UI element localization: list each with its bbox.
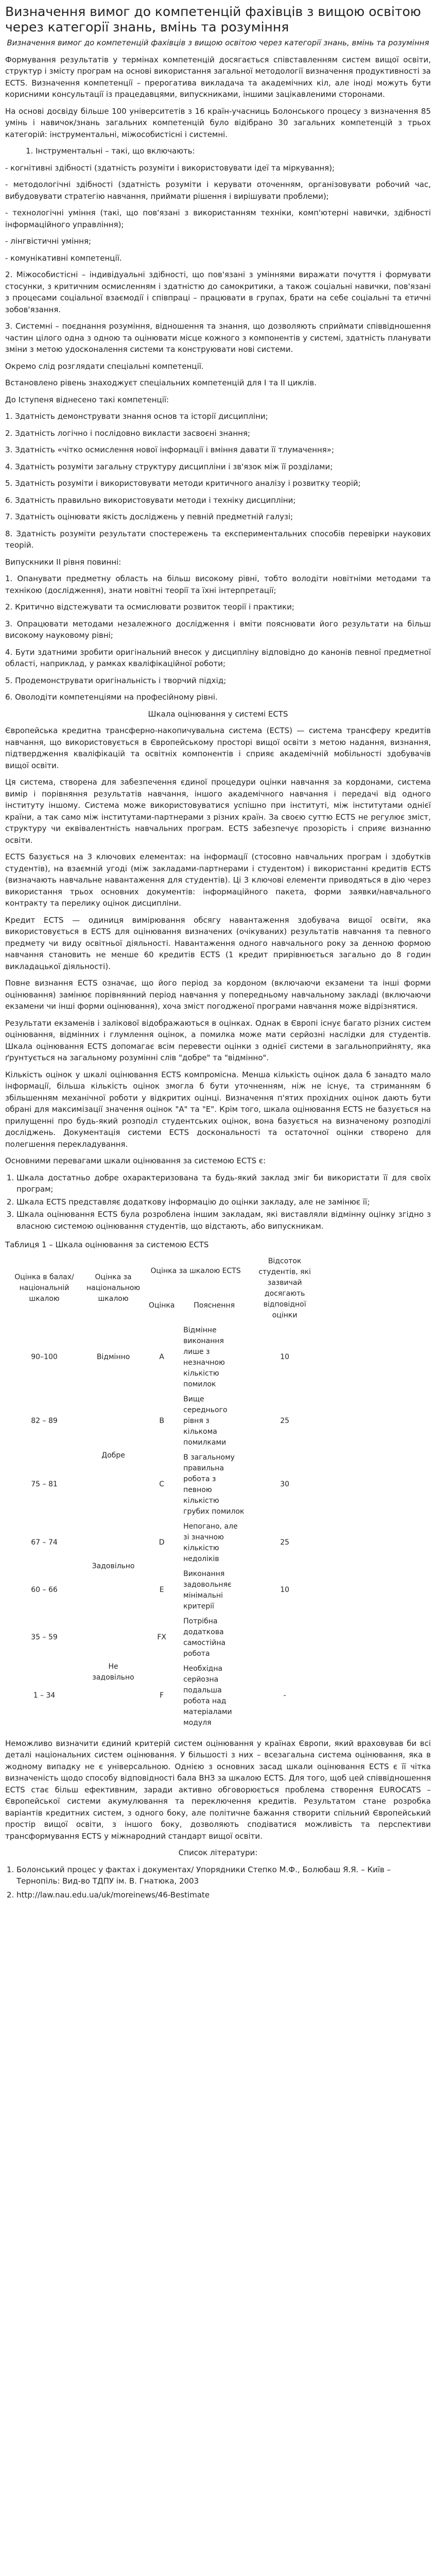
header-national-scale: Оцінка за національною шкалою [86,1273,141,1303]
header-ects-explanation: Пояснення [194,1301,235,1310]
cell-points: 60 – 66 [31,1586,58,1594]
header-ects-group: Оцінка за шкалою ECTS [150,1266,241,1275]
scale-paragraph-7: Кількість оцінок у шкалі оцінювання ECTS компромісна. Менша кількість оцінок дала б занадто мало інформації, більша кількість оцінок змогла б бути уточненням, ніж не існує, та стриманням б збільшенням механічної роботи у відкритих оцінці. Визначення п'ятих прохідних оцінок дають бути обрані для максимізації значення оцінок "А" та "Е". Крім того, шкала оцінювання ECTS не базується на прилущенні про будь-який розподіл студентських оцінок, вона базується на визначеному розподілі досліджень. Документація системи ECTS доскональності та остаточної оцінки створено для полегшення перекладування. [5,1070,431,1149]
mid-paragraph-3: Окремо слід розглядати спеціальні компетенції. [5,361,204,371]
level1-item-6: 6. Здатність правильно використовувати методи і техніку дисципліни; [5,495,296,505]
cell-points: 35 – 59 [31,1633,58,1641]
cell-grade: E [159,1586,164,1594]
cell-percent: 10 [280,1586,290,1594]
level2-item-4: 4. Бути здатними зробити оригінальний внесок у дисципліну відповідно до канонів певної предметної області, наприклад, у рамках кваліфікаційної роботи; [5,647,431,668]
cell-grade: B [159,1416,164,1425]
level1-item-1: 1. Здатність демонструвати знання основ та історії дисципліни; [5,412,268,421]
level2-item-3: 3. Опрацювати методами незалежного дослідження і вміти пояснювати його результати на більш високому науковому рівні; [5,619,431,640]
mid-paragraph-1: 2. Міжособистісні – індивідуальні здібності, що пов'язані з уміннями виражати почуття і формувати стосунки, з критичним осмисленням і здатністю до самокритики, а також соціальні навички, пов'язані з процесами соціальної взаємодії і співпраці – працювати в групах, брати на себе соціальні та етичні зобов'язання. [5,270,431,314]
bullet-5: - комунікативні компетенції. [5,253,122,263]
level2-item-6: 6. Оволодіти компетенціями на професійному рівні. [5,692,218,702]
cell-explanation: Потрібна додаткова самостійна робота [183,1617,226,1658]
table-row [5,1323,321,1392]
table-header-row [5,1254,321,1289]
cell-percent: 25 [280,1416,290,1425]
cell-explanation: Відмінне виконання лише з незначною кількістю помилок [183,1326,225,1388]
cell-national: Добре [101,1451,125,1460]
table-row [5,1519,321,1567]
cell-explanation: В загальному правильна робота з певною кількістю грубих помилок [183,1453,245,1516]
header-national-points: Оцінка в балах/національній шкалою [14,1273,74,1303]
mid-paragraph-2: 3. Системні – поєднання розуміння, відношення та знання, що дозволяють сприймати співвідношення частин цілого одна з одною та оцінювати місце кожного з компонентів у системі, здатність планувати зміни з метою удосконалення системи та конструювати нові системи. [5,321,431,354]
cell-explanation: Непогано, але зі значною кількістю недоліків [183,1522,238,1563]
cell-points: 67 – 74 [31,1538,58,1547]
cell-points: 90–100 [31,1353,58,1361]
level1-item-7: 7. Здатність оцінювати якість досліджень у певній предметній галузі; [5,512,293,521]
cell-percent: - [283,1691,286,1700]
table-row [5,1662,321,1731]
cell-points: 1 – 34 [33,1691,56,1700]
cell-explanation: Виконання задовольняє мінімальні критерії [183,1569,232,1611]
level1-item-3: 3. Здатність «чітко осмислення нової інформації і вміння давати її тлумачення»; [5,445,335,454]
cell-grade: FX [157,1633,166,1641]
bullet-1: - когнітивні здібності (здатність розуміти і використовувати ідеї та міркування); [5,163,335,173]
cell-percent: 10 [280,1353,290,1361]
cell-points: 82 – 89 [31,1416,58,1425]
table-row [5,1450,321,1519]
reference-link[interactable]: 2. http://law.nau.edu.ua/uk/moreinews/46-Bestimate [16,1889,431,1901]
cell-national: Відмінно [96,1353,130,1361]
scale-paragraph-8: Основними перевагами шкали оцінювання за системою ECTS є: [5,1156,266,1165]
level1-item-4: 4. Здатність розуміти загальну структуру дисципліни і зв'язок між її розділами; [5,462,333,471]
references-list [16,1864,431,1901]
table-row [5,1567,321,1614]
cell-grade: F [160,1691,164,1700]
competence-category-1-heading: 1. Інструментальні – такі, що включають: [26,146,195,156]
page-title: Визначення вимог до компетенцій фахівців з вищою освітою через категорії знань, вмінь та розуміння [5,4,421,35]
intro-paragraph-2: На основі досвіду більше 100 університетів з 16 країн-учасниць Болонського процесу з визначення 85 умінь і навичок/знань загальних компетенцій було відібрано 30 загальних компетенцій з трьох категорій: інструментальні, міжособистісні і системні. [5,106,431,139]
level1-item-2: 2. Здатність логічно і послідовно викласти засвоєні знання; [5,428,251,438]
bullet-4: - лінгвістичні уміння; [5,236,92,246]
mid-paragraph-5: До Іступеня віднесено такі компетенції: [5,395,169,404]
closing-paragraph: Неможливо визначити єдиний критерій систем оцінювання у країнах Європи, який враховував би всі деталі національних систем оцінювання. У більшості з них – всезагальна система оцінювання, яка в жодному випадку не є універсальною. Однією з основних засад шкали оцінювання ECTS є її чітка визначеність щодо способу відповідності бала ВНЗ за шкалою ECTS. Для того, щоб цей співвідношення ECTS стає більш ефективним, заради активно обговорюється проблема створення EUROCATS – Європейської системи акумулювання та переключення кредитів. Результатом стане розробка варіантів кредитних систем, з одного боку, але політичне бажання створити спільний Європейський простір вищої освіти, з іншого боку, дозволяють сподіватися можливість та перспективи трансформування ECTS у міжнародний стандарт вищої освіти. [5,1738,431,1841]
header-ects-grade: Оцінка [148,1301,175,1310]
scale-paragraph-1: Європейська кредитна трансферно-накопичувальна система (ECTS) — система трансферу кредитів навчання, що використовується в Європейському просторі вищої освіти з метою надання, визнання, підтвердження кваліфікацій та освітніх компонентів і сприяє академічній мобільності здобувачів вищої освіти. [5,726,431,770]
level2-item-1: 1. Опанувати предметну область на більш високому рівні, тобто володіти новітніми методами та технікою (дослідження), знати новітні теорії та їхні інтерпретації; [5,574,431,595]
scale-paragraph-4: Кредит ECTS — одиниця вимірювання обсягу навантаження здобувача вищої освіти, яка використовується в ECTS для оцінювання визначених (очікуваних) результатів навчання та певного предмету чи виду освітньої діяльності. Навантаження одного навчального року за денною формою навчання становить не менше 60 кредитів ECTS (1 кредит прирівнюється загально до 8 годин викладацької діяльності). [5,915,431,971]
scale-paragraph-3: ECTS базується на 3 ключових елементах: на інформації (стосовно навчальних програм і здобутків студентів), на взаємній угоді (між закладами-партнерами і студентом) і використанні кредитів ECTS (визначають навчальне навантаження для студентів). Ці 3 ключові елементи приводяться в дію через використання трьох основних документів: інформаційного пакета, форми заявки/навчального контракту та перелику оцінок дисципліни. [5,852,431,908]
mid-paragraph-4: Встановлено рівень знаходжуєт спеціальних компетенцій для І та ІІ циклів. [5,378,317,387]
advantage-item-3: 3. Шкала оцінювання ECTS була розроблена іншим закладам, які виставляли відмінну оцінку згідно з власною системою оцінювання студентів, що відстають, або випускникам. [16,1209,431,1232]
advantage-item-2: 2. Шкала ECTS представляє додаткову інформацію до оцінки закладу, але не замінює її; [16,1196,431,1208]
cell-grade: A [159,1353,164,1361]
cell-grade: C [159,1480,165,1488]
cell-percent [248,1614,321,1662]
level2-heading: Випускники ІІ рівня повинні: [5,557,121,567]
cell-national: Задовільно [92,1562,135,1570]
table-caption: Таблиця 1 – Шкала оцінювання за системою ECTS [5,1240,209,1249]
intro-paragraph-1: Формування результатів у термінах компетенцій досягається співставленням систем вищої освіти, структур і змісту програм на основі використання загальної методології визначення продуктивності за ECTS. Визначення компетенції – прерогатива викладача та академічних кіл, але іноді можуть бути корисними консультації із працедавцями, випускниками, іншими зацікавленими сторонами. [5,55,431,99]
cell-explanation: Необхідна серйозна подальша робота над матеріалами модуля [183,1664,232,1727]
reference-item: 1. Болонський процес у фактах і документах/ Упорядники Степко М.Ф., Болюбаш Я.Я. – Київ – Тернопіль: Вид-во ТДПУ ім. В. Гнатюка, 2003 [16,1864,431,1887]
header-percent: Відсоток студентів, які зазвичай досягають відповідної оцінки [258,1257,311,1319]
level1-item-8: 8. Здатність розуміти результати спостережень та експериментальних способів перевірки наукових теорій. [5,529,431,550]
subtitle: Визначення вимог до компетенцій фахівців з вищою освітою через категорії знань, вмінь та розуміння [7,38,429,47]
scale-paragraph-2: Ця система, створена для забезпечення єдиної процедури оцінки навчання за кордонами, система вимір і порівняння результатів навчання, іншого академічного навчання і передачі від одного інституту іншому. Система може використовуватися успішно при інституті, між інститутами однієї країни, а так само між інститутами-партнерами з різних країн. За своєю суттю ECTS не регулює зміст, структуру чи еквівалентність навчальних програм. ECTS забезпечує прозорість і сприяє визнанню освіти. [5,777,431,845]
cell-points: 75 – 81 [31,1480,58,1488]
ects-grade-table [5,1254,321,1731]
advantages-list [16,1172,431,1232]
advantage-item-1: 1. Шкала достатньо добре охарактеризована та будь-який заклад зміг би використати її для своїх програм; [16,1172,431,1195]
bullet-2: - методологічні здібності (здатність розуміти і керувати оточенням, організовувати робочий час, вибудовувати стратегію навчання, приймати рішення і вирішувати проблеми); [5,180,431,201]
references-heading: Список літератури: [178,1848,258,1857]
table-row [5,1392,321,1450]
cell-explanation: Вище середнього рівня з кількома помилками [183,1395,228,1447]
cell-national: Не задовільно [92,1662,134,1682]
level2-item-2: 2. Критично відстежувати та осмислювати розвиток теорії і практики; [5,602,294,612]
scale-paragraph-5: Повне визнання ECTS означає, що його період за кордоном (включаючи екзамени та інші форми оцінювання) замінює порівнянний період навчання у попередньому навчальному закладі (включаючи екзамени чи інші форми оцінювання), хоча зміст погодженої програми навчання може відрізнятися. [5,978,431,1011]
level1-item-5: 5. Здатність розуміти і використовувати методи критичного аналізу і розвитку теорій; [5,479,361,488]
cell-grade: D [159,1538,165,1547]
bullet-3: - технологічні уміння (такі, що пов'язані з використанням техніки, комп'ютерні навички, здібності інформаційного управління); [5,208,431,229]
scale-heading: Шкала оцінювання у системі ECTS [148,709,288,719]
scale-paragraph-6: Результати екзаменів і залікової відображаються в оцінках. Однак в Європі існує багато різних систем оцінювання, відмінних і глумлення оцінок, а помилка може мати серйозні наслідки для студентів. Шкала оцінювання ECTS допомагає всім перевести оцінки з однієї системи в загальноприйняту, яка ґрунтується на загальному розумінні слів "добре" та "відмінно". [5,1018,431,1062]
cell-percent: 25 [280,1538,290,1547]
level2-item-5: 5. Продемонструвати оригінальність і творчий підхід; [5,675,226,685]
table-row [5,1614,321,1662]
cell-percent: 30 [280,1480,290,1488]
